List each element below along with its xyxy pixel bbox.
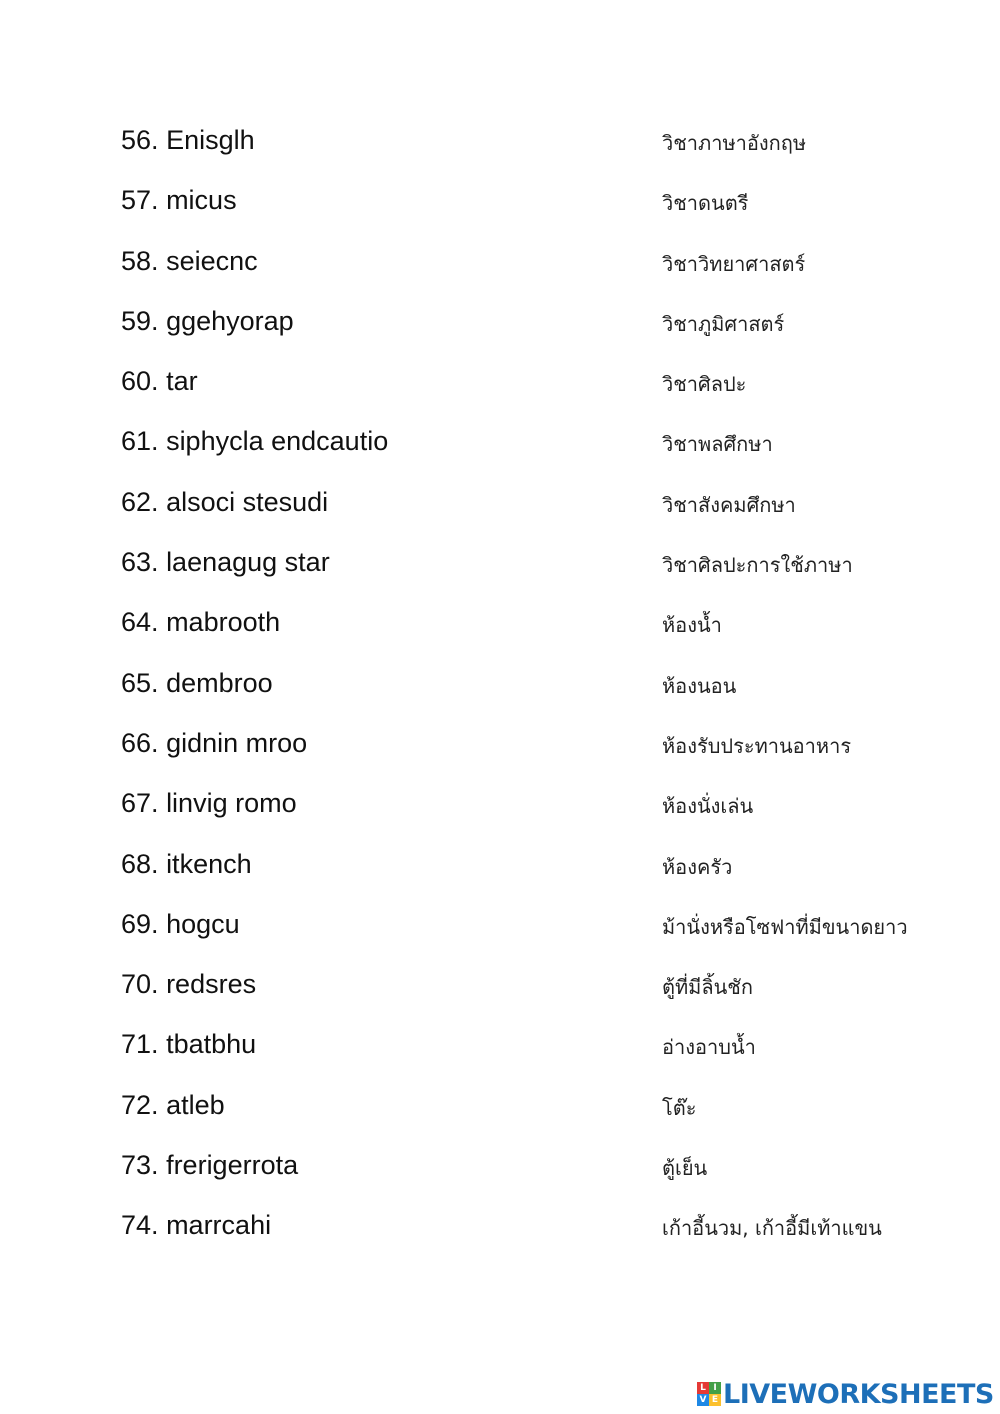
list-item [0, 956, 1000, 1016]
list-item [0, 896, 1000, 956]
thai-meaning: วิชาดนตรี [662, 191, 749, 216]
thai-meaning: ห้องนั่งเล่น [662, 794, 754, 819]
logo-letter: V [697, 1394, 709, 1406]
thai-meaning: ตู้เย็น [662, 1156, 708, 1181]
scrambled-word: 56. Enisglh [121, 125, 255, 155]
list-item [0, 655, 1000, 715]
scrambled-word: 58. seiecnc [121, 245, 258, 276]
thai-meaning: โต๊ะ [662, 1095, 697, 1120]
scrambled-word: 70. redsres [121, 969, 257, 1000]
list-item [0, 534, 1000, 594]
thai-meaning: วิชาสังคมศึกษา [662, 492, 796, 517]
list-item [0, 1016, 1000, 1076]
thai-meaning: วิชาพลศึกษา [662, 432, 773, 457]
list-item [0, 353, 1000, 413]
list-item [0, 1197, 1000, 1257]
list-item [0, 775, 1000, 835]
thai-meaning: วิชาศิลปะ [662, 372, 747, 397]
logo-letter: I [709, 1382, 721, 1394]
thai-meaning: ห้องนอน [662, 673, 737, 698]
scrambled-word: 61. siphycla endcautio [121, 426, 389, 457]
thai-meaning: วิชาภาษาอังกฤษ [662, 131, 807, 155]
scrambled-word: 60. tar [121, 366, 198, 397]
thai-meaning: อ่างอาบน้ำ [662, 1035, 756, 1060]
scrambled-word: 67. linvig romo [121, 788, 297, 819]
scrambled-word: 59. ggehyorap [121, 305, 294, 336]
scrambled-word: 69. hogcu [121, 908, 240, 939]
scrambled-word: 72. atleb [121, 1089, 225, 1120]
list-item [0, 836, 1000, 896]
thai-meaning: ห้องรับประทานอาหาร [662, 733, 852, 758]
liveworksheets-logo-icon [697, 1382, 721, 1406]
liveworksheets-brand[interactable] [697, 1374, 994, 1414]
list-item [0, 594, 1000, 654]
thai-meaning: วิชาศิลปะการใช้ภาษา [662, 553, 853, 578]
list-item [0, 1077, 1000, 1137]
scrambled-word: 68. itkench [121, 848, 252, 879]
logo-letter: E [709, 1394, 721, 1406]
list-item [0, 715, 1000, 775]
logo-letter: L [697, 1382, 709, 1394]
brand-text: LIVEWORKSHEETS [723, 1378, 994, 1410]
scrambled-word: 74. marrcahi [121, 1210, 272, 1241]
scrambled-word: 64. mabrooth [121, 607, 281, 638]
thai-meaning: ม้านั่งหรือโซฟาที่มีขนาดยาว [662, 914, 908, 939]
thai-meaning: ตู้ที่มีลิ้นชัก [662, 975, 753, 1000]
thai-meaning: ห้องน้ำ [662, 613, 722, 638]
thai-meaning: เก้าอี้นวม, เก้าอี้มีเท้าแขน [662, 1216, 882, 1241]
thai-meaning: ห้องครัว [662, 854, 733, 879]
list-item [0, 172, 1000, 232]
list-item [0, 413, 1000, 473]
scrambled-word: 65. dembroo [121, 667, 273, 698]
scrambled-word: 71. tbatbhu [121, 1029, 257, 1060]
scrambled-word: 73. frerigerrota [121, 1150, 299, 1181]
list-item [0, 293, 1000, 353]
scrambled-word: 62. alsoci stesudi [121, 486, 329, 517]
scrambled-word: 57. micus [121, 185, 237, 216]
list-item [0, 112, 1000, 172]
list-item [0, 474, 1000, 534]
list-item [0, 233, 1000, 293]
list-item [0, 1137, 1000, 1197]
thai-meaning: วิชาวิทยาศาสตร์ [662, 251, 806, 276]
scrambled-word: 66. gidnin mroo [121, 727, 308, 758]
worksheet-list [0, 112, 1000, 1258]
scrambled-word: 63. laenagug star [121, 547, 330, 578]
thai-meaning: วิชาภูมิศาสตร์ [662, 311, 785, 336]
